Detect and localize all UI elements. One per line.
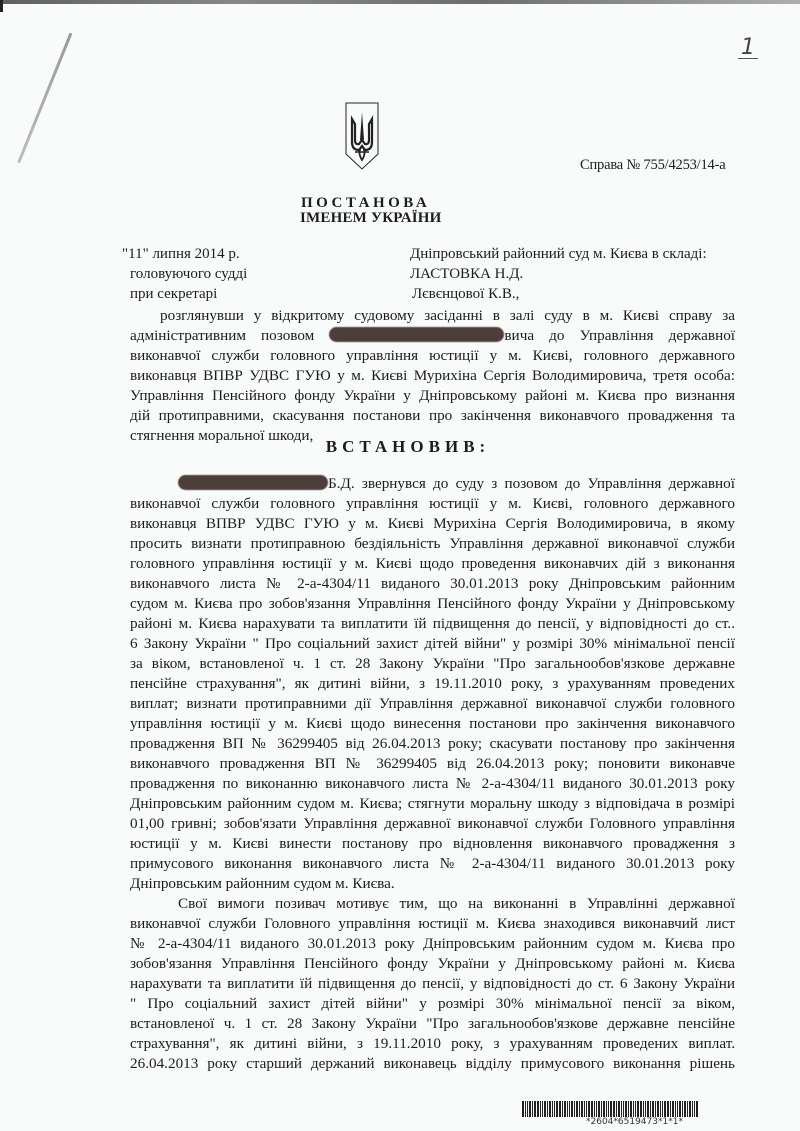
claim-line: управління юстиції у м. Києві щодо винесення постанови про закінчення виконавчого	[130, 715, 735, 732]
judge-label: головуючого судді	[130, 266, 248, 282]
secretary-name: Лєвєнцової К.В.,	[412, 286, 520, 302]
intro-line-with-redaction	[130, 326, 735, 346]
claim-line: примусового виконання виконавчого листа № 2-а-4304/11 виданого 30.01.2013 року	[130, 855, 735, 872]
claim-line: юстиції у м. Києві винести постанову про відновлення виконавчого провадження з	[130, 835, 735, 852]
claim-line: 01,00 гривні; зобов'язати Управління державної виконавчої служби Головного управління	[130, 815, 735, 832]
redacted-plaintiff-surname	[178, 475, 328, 490]
claim-line: головного управління юстиції у м. Києві щодо проведення виконавчих дій з виконання	[130, 555, 735, 572]
barcode	[522, 1101, 744, 1117]
claim-line: судом м. Києва про зобов'язання Управління Пенсійного фонду України у Дніпровському	[130, 595, 735, 612]
claim-line: Дніпровським районним судом м. Києва; стягнути моральну шкоду з відповідача в розмірі	[130, 795, 735, 812]
claim-line: просить визнати протиправною бездіяльність Управління державної виконавчої служби	[130, 535, 735, 552]
motivation-line: зобов'язання Управління Пенсійного фонду України у Дніпровському районі м. Києва	[130, 955, 735, 972]
motivation-line: " Про соціальний захист дітей війни" у розмірі 30% мінімальної пенсії за віком,	[130, 995, 735, 1012]
intro-text: адміністративним позовом	[130, 327, 315, 344]
claim-line: районі м. Києва нарахувати та виплатити їй підвищення до пенсії, у відповідності до ст..	[130, 615, 735, 632]
judge-name: ЛАСТОВКА Н.Д.	[410, 266, 524, 282]
motivation-line: виконавчої служби Головного управління юстиції м. Києва знаходився виконавчий лист	[130, 915, 735, 932]
established-heading: ВСТАНОВИВ:	[325, 437, 491, 456]
scan-corner-shadow	[0, 0, 3, 12]
intro-line: Управління Пенсійного фонду України у Дніпровському районі м. Києва про визнання	[130, 387, 735, 404]
intro-line: дій протиправними, скасування постанови про закінчення виконавчого провадження та	[130, 407, 735, 424]
motivation-line: Свої вимоги позивач мотивує тим, що на виконанні в Управлінні державної	[178, 895, 735, 912]
claim-line: виконавчого провадження ВП № 36299405 від 26.04.2013 року; поновити виконавче	[130, 755, 735, 772]
case-number: Справа № 755/4253/14-а	[580, 157, 726, 173]
intro-line: виконавчої служби головного управління юстиції у м. Києві, головного державного	[130, 347, 735, 364]
claim-paragraph	[130, 474, 735, 894]
claim-line: пенсійне страхування", як дитині війни, з 19.11.2010 року, з урахуванням проведених	[130, 675, 735, 692]
motivation-line: № 2-а-4304/11 виданого 30.01.2013 року Дніпровським районним судом м. Києва про	[130, 935, 735, 952]
motivation-line: 26.04.2013 року старший держаний виконавець відділу примусового виконання рішень	[130, 1055, 735, 1072]
claim-line-with-redaction	[130, 474, 735, 494]
claim-line: виконавчої служби головного управління юстиції у м. Києві, головного державного	[130, 495, 735, 512]
claim-line: виконавця ВПВР УДВС ГУЮ у м. Києві Мурихіна Сергія Володимировича, в якому	[130, 515, 735, 532]
claim-line: провадження ВП № 36299405 від 26.04.2013 року; скасувати постанову про закінчення	[130, 735, 735, 752]
intro-line: виконавця ВПВР УДВС ГУЮ у м. Києві Мурихіна Сергія Володимировича, третя особа:	[130, 367, 735, 384]
document-title: ПОСТАНОВА	[301, 195, 431, 211]
intro-line: розглянувши у відкритому судовому засіданні в залі суду в м. Києві справу за	[160, 307, 735, 324]
secretary-label: при секретарі	[130, 286, 218, 302]
hearing-date: "11" липня 2014 р.	[122, 246, 240, 262]
barcode-number: *2604*6519473*1*1*	[586, 1117, 683, 1127]
scan-top-edge	[0, 0, 800, 4]
motivation-paragraph	[130, 894, 735, 1074]
claim-line: за віком, встановленої ч. 1 ст. 28 Закону України "Про загальнообов'язкове державне	[130, 655, 735, 672]
handwritten-page-number: 1	[738, 38, 758, 59]
redacted-plaintiff-name	[329, 327, 504, 342]
document-subtitle: ІМЕНЕМ УКРАЇНИ	[300, 210, 442, 226]
motivation-line: встановленої ч. 1 ст. 28 Закону України "Про загальнообов'язкове державне пенсійне	[130, 1015, 735, 1032]
claim-line: виконавчого листа № 2-а-4304/11 виданого 30.01.2013 року Дніпровським районним	[130, 575, 735, 592]
coat-of-arms-icon	[345, 102, 379, 170]
claim-line: 6 Закону України " Про соціальний захист дітей війни" у розмірі 30% мінімальної пенсії	[130, 635, 735, 652]
claim-line: виплат; визнати протиправними дії Управління державної виконавчої служби головного	[130, 695, 735, 712]
claim-line: провадження по виконанню виконавчого листа № 2-а-4304/11 виданого 30.01.2013 року	[130, 775, 735, 792]
claim-text: Б.Д. звернувся до суду з позовом до Управління державної	[328, 475, 735, 492]
motivation-line: нарахувати та виплатити їй підвищення до пенсії, у відповідності до ст. 6 Закону України	[130, 975, 735, 992]
pencil-mark	[17, 32, 72, 163]
intro-text: вича до Управління державної	[504, 327, 735, 344]
intro-paragraph	[130, 306, 735, 446]
claim-line: Дніпровським районним судом м. Києва.	[130, 875, 395, 892]
court-name: Дніпровський районний суд м. Києва в складі:	[410, 246, 707, 262]
motivation-line: страхування", як дитині війни, з 19.11.2010 року, з урахуванням проведених виплат.	[130, 1035, 735, 1052]
intro-line: стягнення моральної шкоди,	[130, 427, 314, 444]
